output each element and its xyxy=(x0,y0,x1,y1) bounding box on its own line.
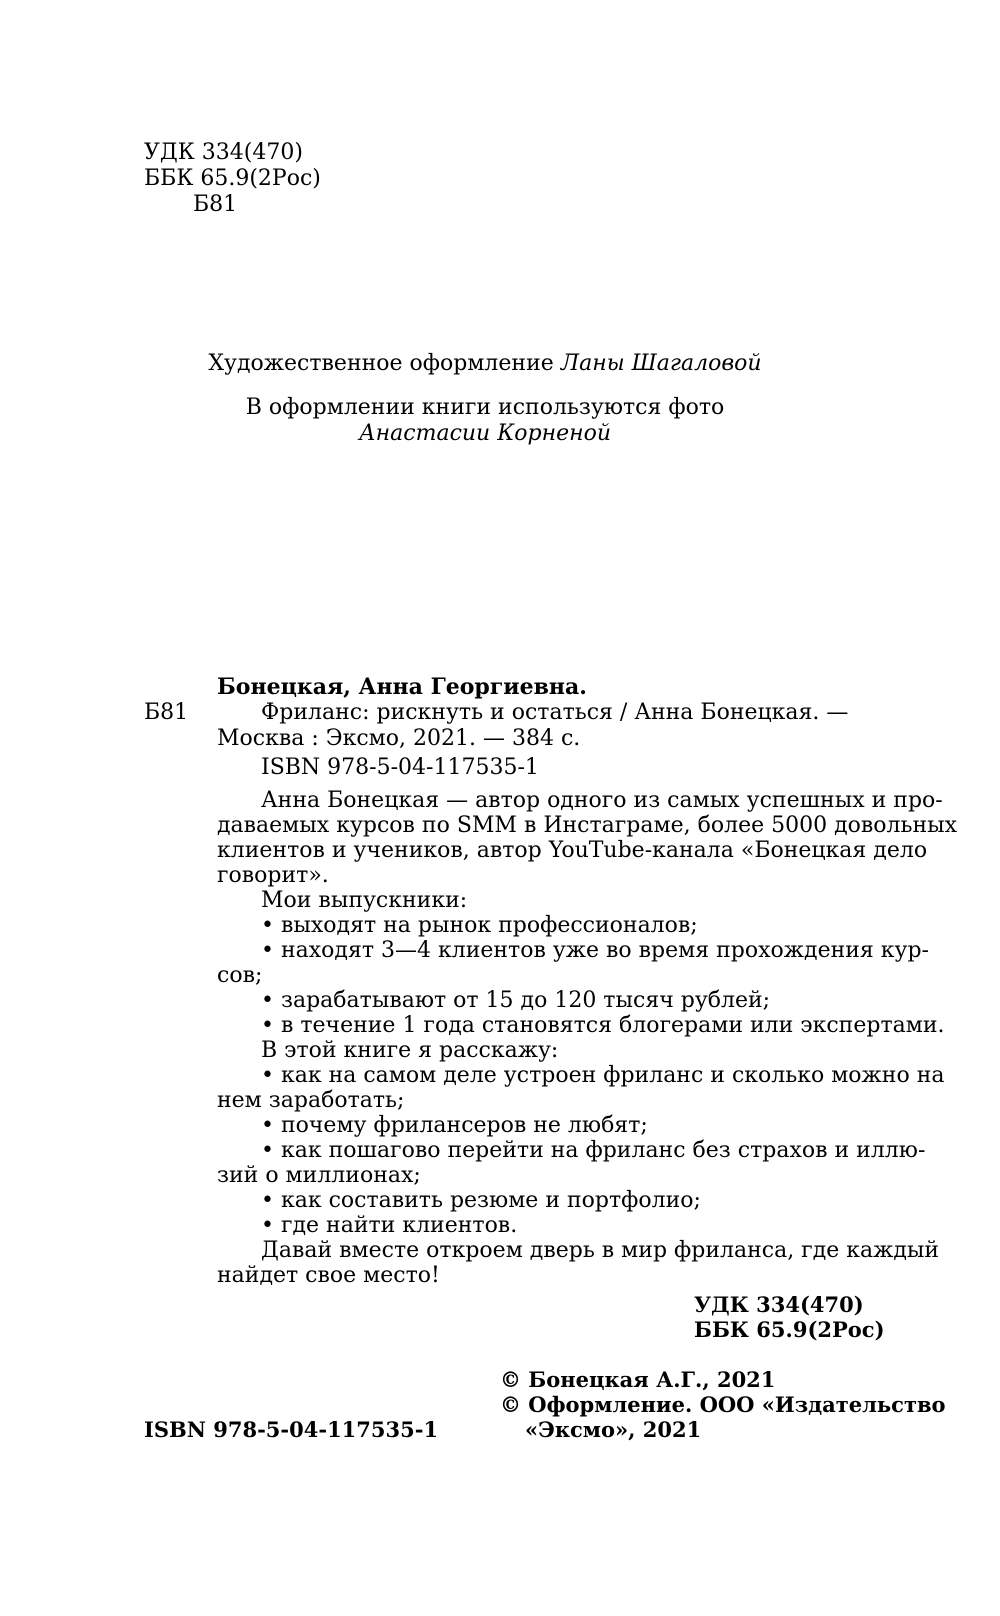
annotation-line: сов; xyxy=(217,963,263,988)
header-udk: УДК 334(470) xyxy=(144,140,303,165)
annotation-list-item: • как составить резюме и портфолио; xyxy=(261,1188,701,1213)
annotation-line: клиентов и учеников, автор YouTube-канала «Бонецкая дело xyxy=(217,838,928,863)
annotation-line: Давай вместе откроем дверь в мир фриланса, где каждый xyxy=(261,1238,940,1263)
copyright-design-cont: «Эксмо», 2021 xyxy=(525,1417,702,1442)
annotation-list-item: • зарабатывают от 15 до 120 тысяч рублей; xyxy=(261,988,771,1013)
annotation-list-item: • почему фрилансеров не любят; xyxy=(261,1113,648,1138)
annotation-line: говорит». xyxy=(217,863,329,888)
classification-udk: УДК 334(470) xyxy=(694,1292,864,1317)
annotation-list-item: • как пошагово перейти на фриланс без страхов и иллю- xyxy=(261,1138,926,1163)
annotation-list-item: • в течение 1 года становятся блогерами или экспертами. xyxy=(261,1013,945,1038)
record-title-line2: Москва : Эксмо, 2021. — 384 с. xyxy=(217,726,581,751)
design-credit-prefix: Художественное оформление xyxy=(208,351,561,376)
annotation-list-item: • как на самом деле устроен фриланс и сколько можно на xyxy=(261,1063,945,1088)
annotation-line: В этой книге я расскажу: xyxy=(261,1038,559,1063)
annotation-line: найдет свое место! xyxy=(217,1263,440,1288)
header-bbk: ББК 65.9(2Рос) xyxy=(144,166,321,191)
annotation-line: нем заработать; xyxy=(217,1088,405,1113)
photo-credit-name: Анастасии Корненой xyxy=(359,421,611,446)
photo-credit: В оформлении книги используются фото xyxy=(245,395,725,420)
design-credit-name: Ланы Шагаловой xyxy=(560,351,762,376)
copyright-design: © Оформление. ООО «Издательство xyxy=(500,1392,946,1417)
classification-bbk: ББК 65.9(2Рос) xyxy=(694,1317,885,1342)
header-author-mark: Б81 xyxy=(193,192,238,217)
footer-isbn: ISBN 978-5-04-117535-1 xyxy=(144,1417,439,1442)
annotation-list-item: • выходят на рынок профессионалов; xyxy=(261,913,698,938)
annotation-line: даваемых курсов по SMM в Инстаграме, более 5000 довольных xyxy=(217,813,958,838)
annotation-list-item: • где найти клиентов. xyxy=(261,1213,518,1238)
copyright-author: © Бонецкая А.Г., 2021 xyxy=(500,1367,776,1392)
record-title-line1: Фриланс: рискнуть и остаться / Анна Бонецкая. — xyxy=(261,700,849,725)
record-side-mark: Б81 xyxy=(144,700,189,725)
annotation-line: Мои выпускники: xyxy=(261,888,468,913)
author-heading: Бонецкая, Анна Георгиевна. xyxy=(217,674,587,700)
annotation-list-item: • находят 3—4 клиентов уже во время прохождения кур- xyxy=(261,938,929,963)
record-isbn: ISBN 978-5-04-117535-1 xyxy=(261,755,539,780)
annotation-line: зий о миллионах; xyxy=(217,1163,421,1188)
design-credit xyxy=(0,351,970,377)
annotation-line: Анна Бонецкая — автор одного из самых успешных и про- xyxy=(261,788,943,813)
